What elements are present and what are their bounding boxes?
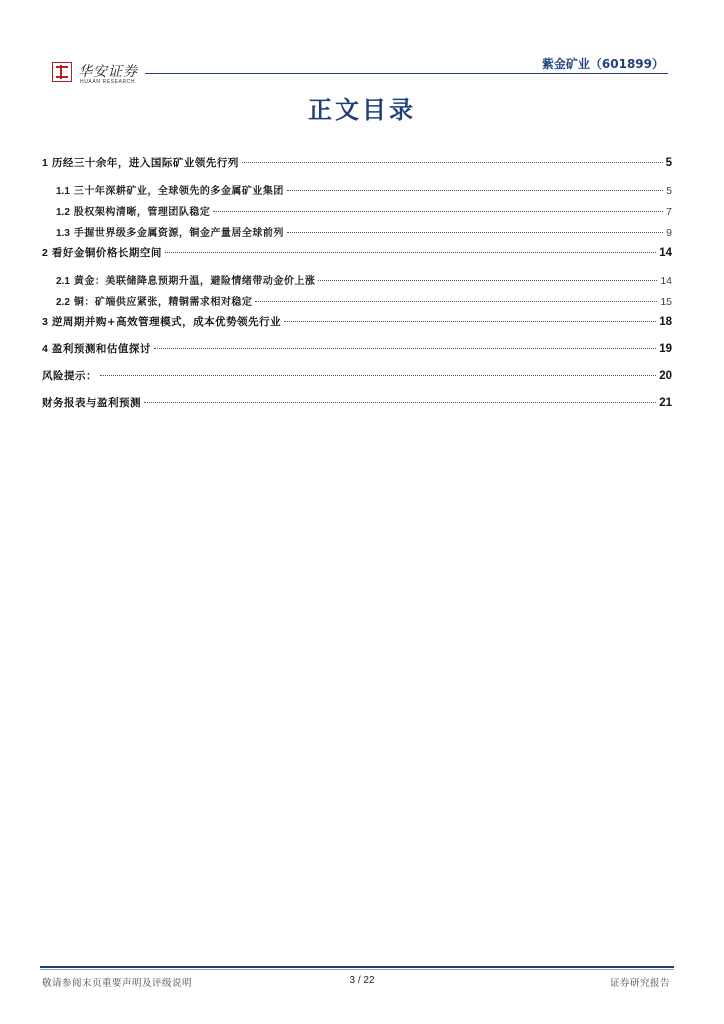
- toc-entry[interactable]: [42, 182, 672, 203]
- toc-entry-page: 21: [659, 397, 672, 409]
- toc-entry-title: 三十年深耕矿业，全球领先的多金属矿业集团: [73, 186, 284, 197]
- toc-entry-page: 5: [666, 185, 672, 197]
- toc-entry-title: 股权架构清晰，管理团队稳定: [73, 207, 211, 218]
- toc-entry-title: 铜：矿端供应紧张，精铜需求相对稳定: [73, 297, 253, 308]
- toc-entry-number: 1.1: [56, 186, 70, 197]
- toc-entry-page: 15: [660, 296, 672, 308]
- toc-entry-number: 1.3: [56, 228, 70, 239]
- toc-entry[interactable]: [42, 224, 672, 245]
- logo-subtext: HUAAN RESEARCH: [80, 79, 136, 85]
- toc-entry-page: 9: [666, 227, 672, 239]
- toc-entry-title: 历经三十余年，进入国际矿业领先行列: [51, 157, 239, 169]
- footer-divider-thin: [40, 969, 674, 970]
- toc-entry-number: 1.2: [56, 207, 70, 218]
- toc-entry-page: 19: [659, 343, 672, 355]
- toc-entry-title: 手握世界级多金属资源，铜金产量居全球前列: [73, 228, 284, 239]
- toc-dot-leader: [144, 402, 656, 403]
- toc-dot-leader: [318, 280, 657, 281]
- toc-entry-title: 风险提示：: [42, 370, 97, 382]
- page-number: 3 / 22: [349, 975, 375, 986]
- toc-entry[interactable]: [42, 272, 672, 293]
- toc-entry-title: 逆周期并购+高效管理模式，成本优势领先行业: [51, 316, 282, 328]
- toc-entry-page: 20: [659, 370, 672, 382]
- table-of-contents: [42, 155, 672, 422]
- toc-entry-page: 5: [665, 157, 672, 169]
- toc-entry-number: 3: [42, 316, 48, 328]
- toc-entry-page: 14: [659, 247, 672, 259]
- toc-entry[interactable]: [42, 341, 672, 368]
- company-stock-code: 紫金矿业（601899）: [541, 57, 664, 71]
- page-title: 正文目录: [308, 96, 416, 124]
- logo-seal-icon: [52, 62, 72, 82]
- toc-dot-leader: [213, 211, 663, 212]
- toc-entry-number: 2: [42, 247, 48, 259]
- toc-entry-page: 7: [666, 206, 672, 218]
- toc-entry-title: 财务报表与盈利预测: [42, 397, 141, 409]
- toc-entry-title: 黄金：美联储降息预期升温，避险情绪带动金价上涨: [73, 276, 316, 287]
- toc-dot-leader: [287, 232, 663, 233]
- toc-entry[interactable]: [42, 314, 672, 341]
- toc-entry-title: 盈利预测和估值探讨: [51, 343, 151, 355]
- toc-entry-number: 2.2: [56, 297, 70, 308]
- footer-divider: [40, 966, 674, 968]
- toc-dot-leader: [154, 348, 656, 349]
- toc-entry[interactable]: [42, 293, 672, 314]
- logo-text: 华安证券: [78, 64, 138, 80]
- footer-report-type: 证券研究报告: [609, 978, 670, 989]
- footer-disclaimer: 敬请参阅末页重要声明及评级说明: [42, 978, 193, 989]
- toc-entry[interactable]: [42, 203, 672, 224]
- toc-dot-leader: [242, 162, 663, 163]
- toc-entry[interactable]: [42, 395, 672, 422]
- toc-dot-leader: [255, 301, 657, 302]
- toc-dot-leader: [287, 190, 663, 191]
- toc-entry-title: 看好金铜价格长期空间: [51, 247, 162, 259]
- toc-entry-page: 14: [660, 275, 672, 287]
- toc-entry-number: 1: [42, 157, 48, 169]
- toc-entry-page: 18: [659, 316, 672, 328]
- toc-dot-leader: [100, 375, 656, 376]
- toc-entry-number: 4: [42, 343, 48, 355]
- header-divider: [145, 73, 668, 74]
- toc-entry-number: 2.1: [56, 276, 70, 287]
- toc-entry[interactable]: [42, 368, 672, 395]
- toc-entry[interactable]: [42, 155, 672, 182]
- toc-entry[interactable]: [42, 245, 672, 272]
- toc-dot-leader: [165, 252, 656, 253]
- toc-dot-leader: [284, 321, 656, 322]
